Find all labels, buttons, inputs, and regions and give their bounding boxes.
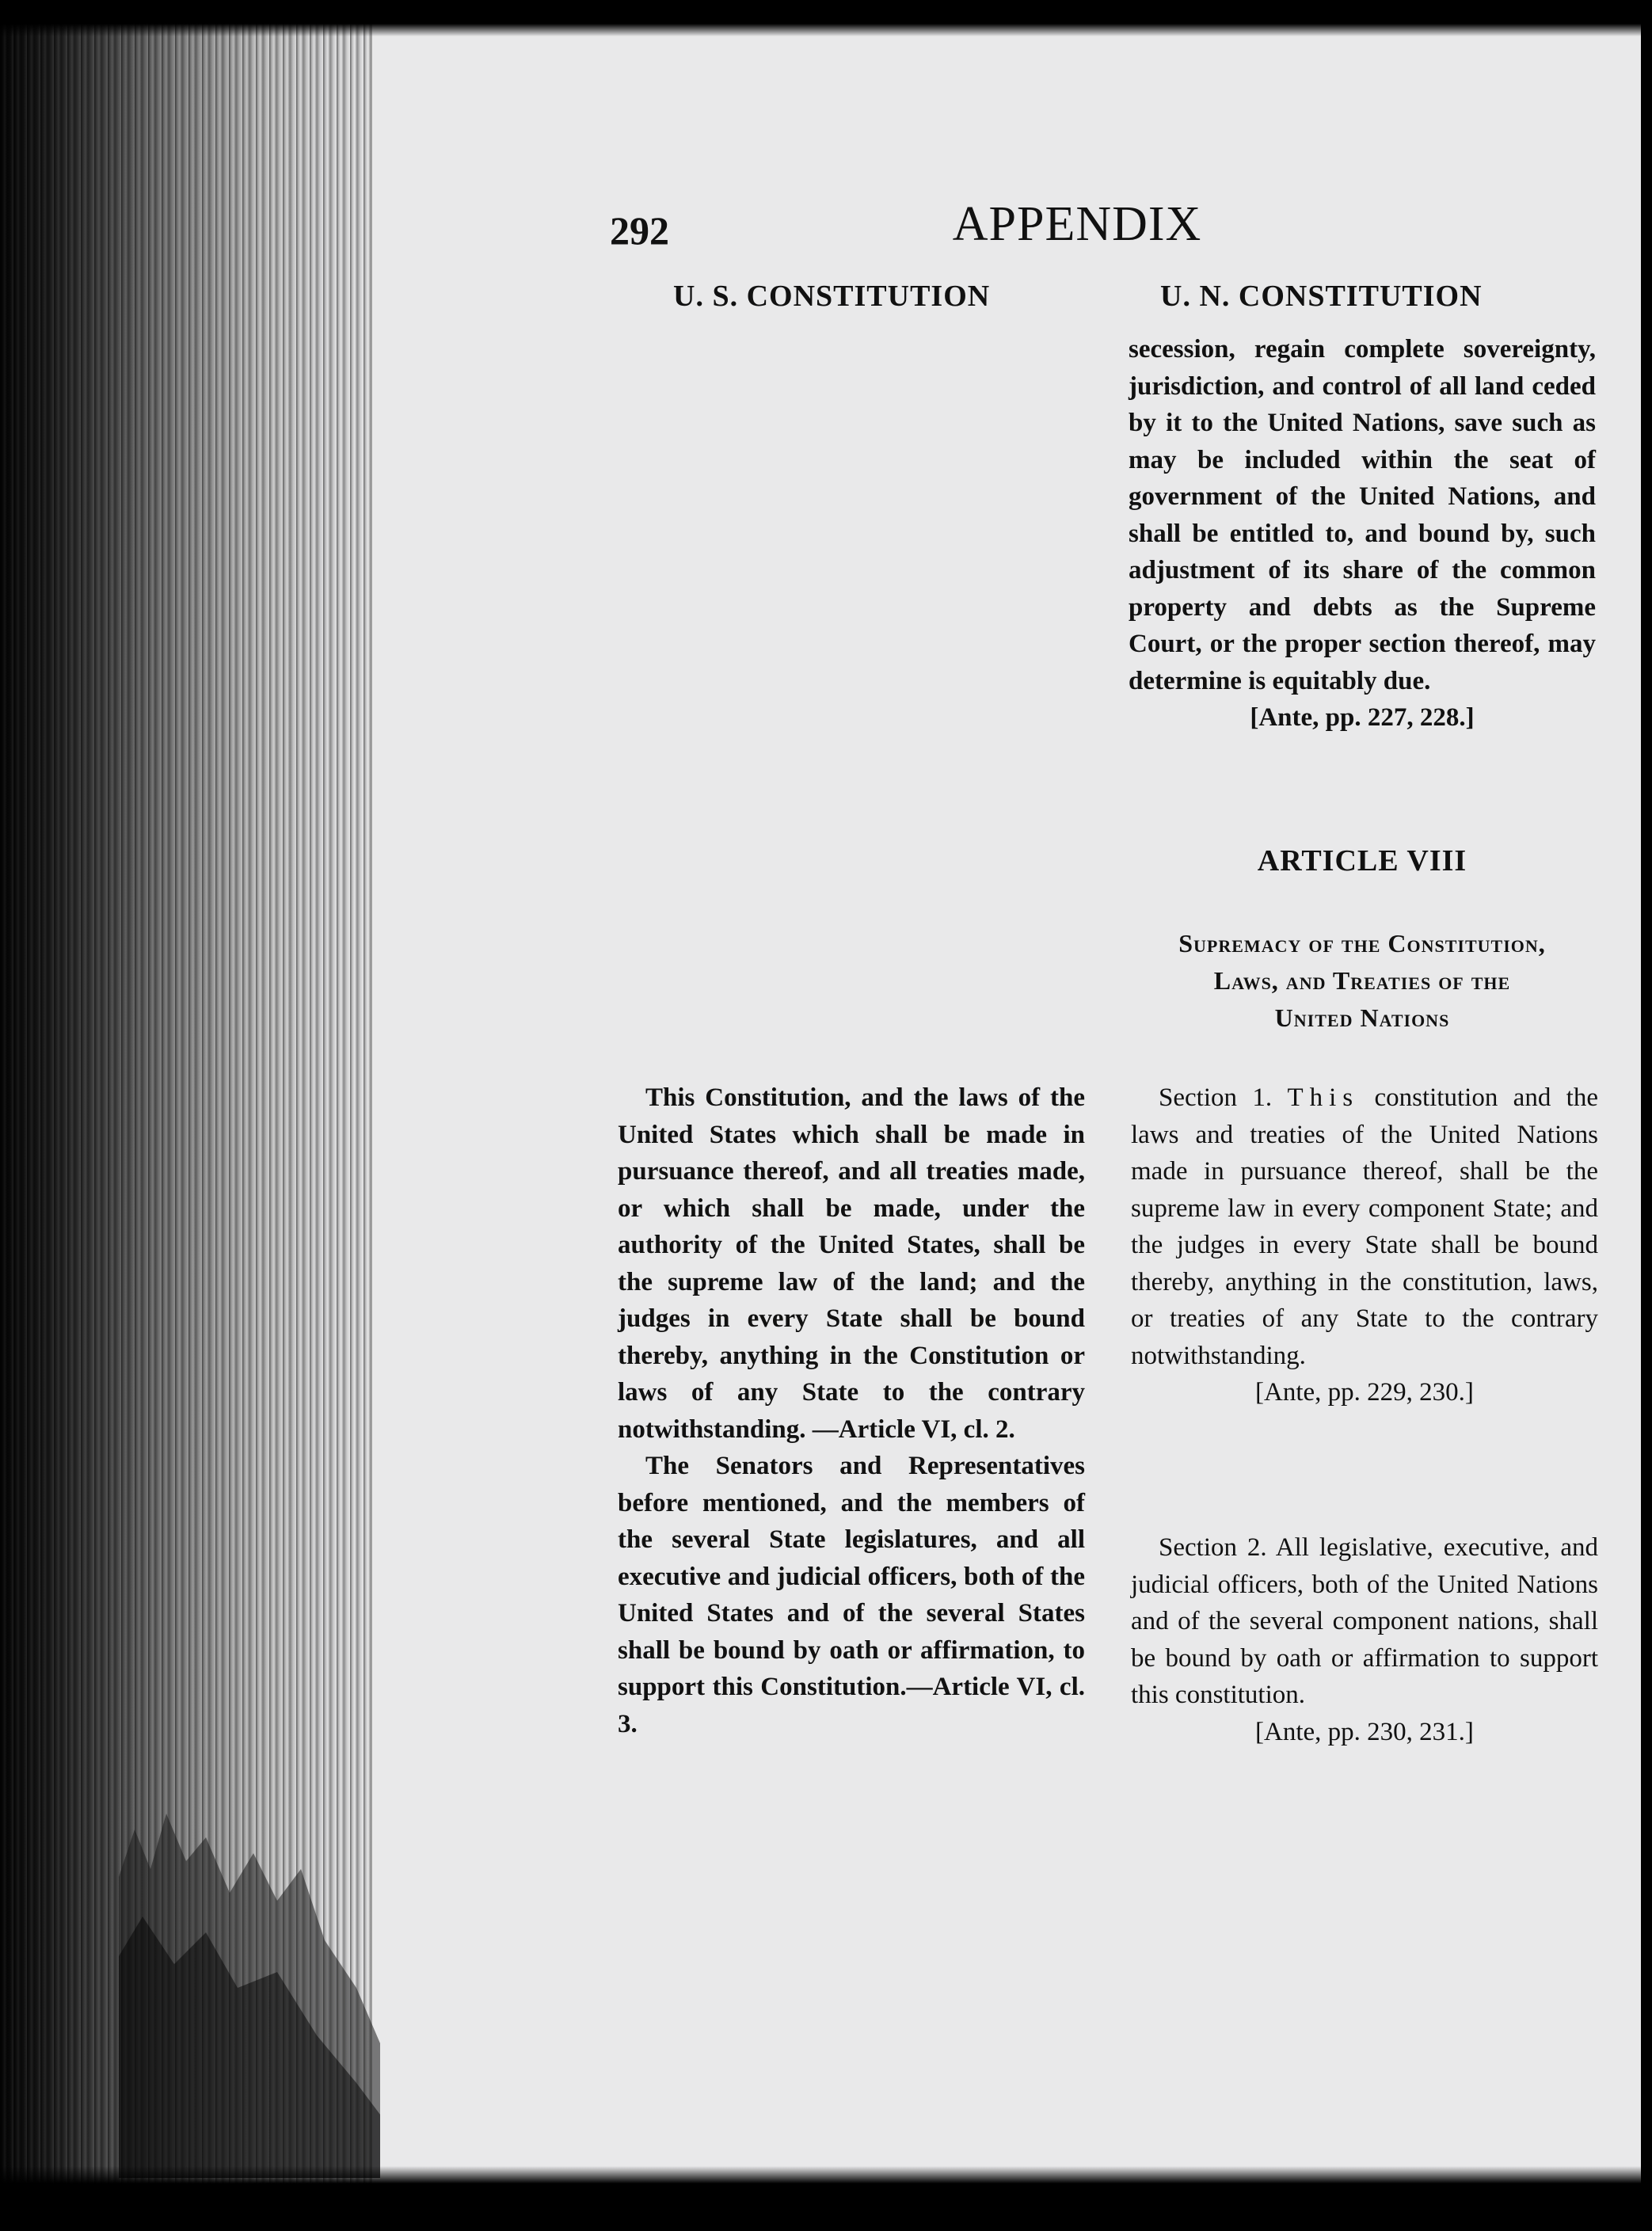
scan-right-border bbox=[1641, 0, 1652, 2231]
article-title-line: Laws, and Treaties of the bbox=[1213, 966, 1511, 995]
article-title-line: Supremacy of the Constitution, bbox=[1178, 929, 1546, 958]
un-section-1-text bbox=[1131, 1079, 1598, 1374]
un-section-1 bbox=[1131, 1079, 1598, 1411]
us-constitution-text bbox=[618, 1079, 1085, 1742]
un-continuation-block bbox=[1129, 331, 1596, 737]
un-section-2-text: Section 2. All legislative, executive, and judicial officers, both of the United Nations and of the several component nations, shall be bound by oath or affirmation to support this constitution. bbox=[1131, 1533, 1598, 1709]
page-number: 292 bbox=[610, 208, 669, 253]
un-section-2-citation: [Ante, pp. 230, 231.] bbox=[1255, 1717, 1474, 1746]
un-section-1-citation: [Ante, pp. 229, 230.] bbox=[1255, 1378, 1474, 1407]
un-section-2 bbox=[1131, 1529, 1598, 1750]
running-title: APPENDIX bbox=[952, 197, 1202, 251]
un-continuation-citation: [Ante, pp. 227, 228.] bbox=[1250, 703, 1475, 732]
article-heading: ARTICLE VIII bbox=[1257, 844, 1467, 878]
us-paragraph-supremacy: This Constitution, and the laws of the United States which shall be made in pursuance thereof, and all treaties made, or which shall be made, under the authority of the United States, shall be the supreme law of the land; and the judges in every State shall be bound thereby, anything in the Constitution or laws of any State to the contrary notwithstanding. —Article VI, cl. 2. bbox=[618, 1083, 1085, 1444]
article-title bbox=[1129, 925, 1596, 1037]
section-number: 1. bbox=[1252, 1083, 1273, 1112]
left-column-heading: U. S. CONSTITUTION bbox=[673, 280, 991, 313]
us-paragraph-oath: The Senators and Representatives before mentioned, and the members of the several State legislatures, and all executive and judicial officers, both of the United States and of the several States shall be bound by oath or affirmation, to support this Constitution.—Article VI, cl. 3. bbox=[618, 1452, 1085, 1738]
section-label: Section bbox=[1159, 1083, 1237, 1112]
right-column-heading: U. N. CONSTITUTION bbox=[1160, 280, 1483, 313]
un-continuation-text: secession, regain complete sovereignty, jurisdiction, and control of all land ceded by it to the United Nations, save such as may be included within the seat of government of the United Nations, and shall be entitled to, and bound by, such adjustment of its share of the common property and debts as the Supreme Court, or the proper section thereof, may determine is equitably due. bbox=[1129, 335, 1596, 695]
scan-bottom-border bbox=[0, 2166, 1652, 2231]
this-word: This bbox=[1287, 1083, 1360, 1112]
section-body: constitution and the laws and treaties of the United Nations made in pursuance thereof, shall be the supreme law in every component State; and the judges in every State shall be bound thereby, anything in the constitution, laws, or treaties of any State to the contrary notwithstanding. bbox=[1131, 1083, 1598, 1370]
article-title-line: United Nations bbox=[1274, 1003, 1450, 1032]
torn-page-edge bbox=[119, 1782, 380, 2178]
scan-top-border bbox=[0, 0, 1652, 36]
